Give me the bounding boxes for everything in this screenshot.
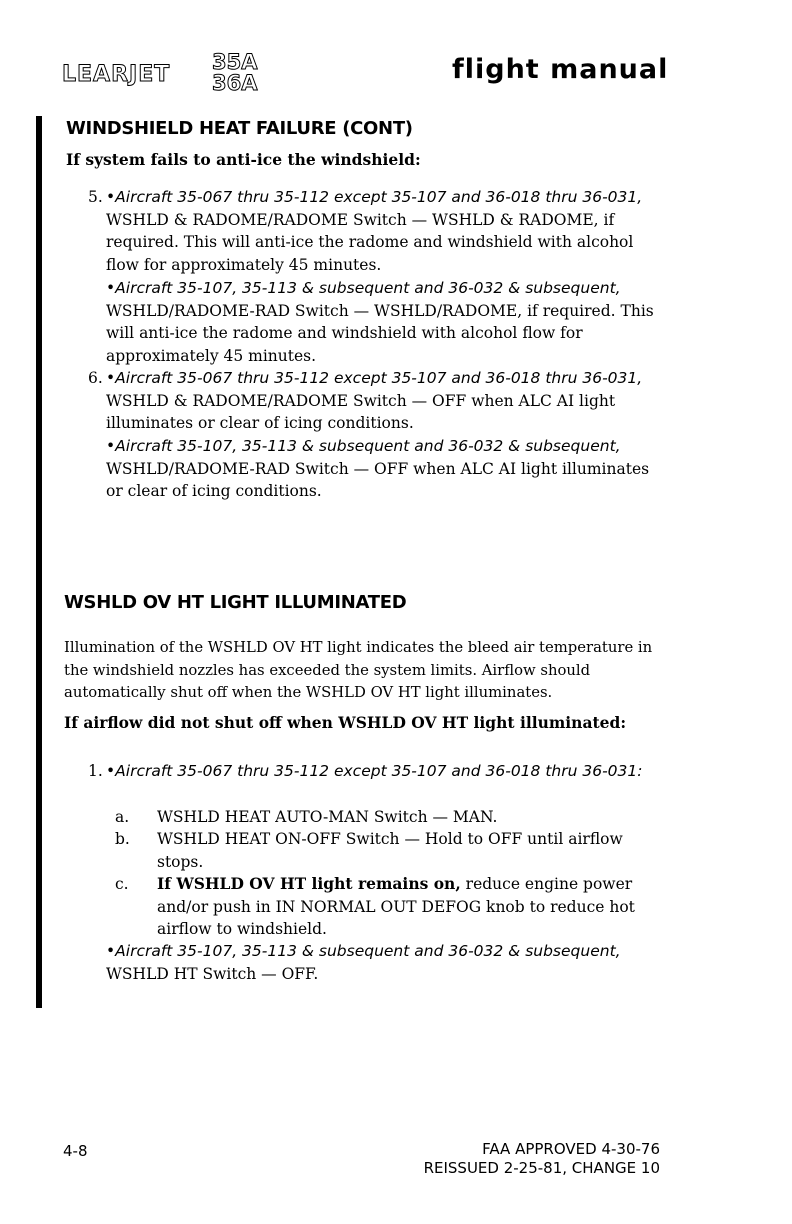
step-5a-applicability: Aircraft 35-067 thru 35-112 except 35-107 and 36-018 thru 36-031, [115,188,643,206]
substep-c-label: c. [115,875,129,893]
section2-condition: If airflow did not shut off when WSHLD OV HT light illuminated: [64,713,627,732]
step-5b-applicability: Aircraft 35-107, 35-113 & subsequent and 36-032 & subsequent, [115,279,621,297]
section-heading-wshld-ov-ht: WSHLD OV HT LIGHT ILLUMINATED [64,592,407,613]
approval-block [400,1140,660,1178]
step-5a [106,186,666,276]
manual-title: flight manual [452,54,669,85]
bullet: • [106,437,116,455]
reissue-info: REISSUED 2-25-81, CHANGE 10 [423,1159,660,1177]
bullet: • [106,369,116,387]
section2-intro: Illumination of the WSHLD OV HT light indicates the bleed air temperature in the windshield nozzles has exceeded the system limits. Airflow should automatically shut off when the WSHLD OV HT light illuminates. [64,639,653,702]
logo-model-top: 35A [212,50,258,74]
substep-a-text: WSHLD HEAT AUTO-MAN Switch — MAN. [157,808,498,826]
substep-a-label: a. [115,808,130,826]
step-5a-text: WSHLD & RADOME/RADOME Switch — WSHLD & RADOME, if required. This will anti-ice the radome and windshield with alcohol flow for approximately 45 minutes. [106,210,634,274]
step-1b-text: WSHLD HT Switch — OFF. [106,964,319,983]
logo-models [212,52,257,94]
logo-brand: LEARJET [62,62,171,87]
bullet: • [106,188,116,206]
step-5b-text: WSHLD/RADOME-RAD Switch — WSHLD/RADOME, if required. This will anti-ice the radome and windshield with alcohol flow for approximately 45 minutes. [106,301,654,365]
step-6a-applicability: Aircraft 35-067 thru 35-112 except 35-107 and 36-018 thru 36-031, [115,369,643,387]
step-1a-applicability: Aircraft 35-067 thru 35-112 except 35-107 and 36-018 thru 36-031: [115,762,643,780]
step-1a [106,760,666,783]
bullet: • [106,279,116,297]
section1-condition: If system fails to anti-ice the windshield: [66,150,421,169]
step-6b-applicability: Aircraft 35-107, 35-113 & subsequent and 36-032 & subsequent, [115,437,621,455]
step-5-number: 5. [88,188,103,206]
step-6-number: 6. [88,369,103,387]
step-1-number: 1. [88,762,103,780]
page-number: 4-8 [63,1142,88,1160]
step-1b-applicability: Aircraft 35-107, 35-113 & subsequent and 36-032 & subsequent, [115,942,621,960]
substep-c-condition: If WSHLD OV HT light remains on, [157,874,461,893]
substep-b-text: WSHLD HEAT ON-OFF Switch — Hold to OFF until airflow stops. [157,830,623,871]
bullet: • [106,762,116,780]
substep-b-label: b. [115,830,130,848]
change-bar [36,116,42,1008]
step-6a-text: WSHLD & RADOME/RADOME Switch — OFF when ALC AI light illuminates or clear of icing conditions. [106,391,616,433]
bullet: • [106,942,116,960]
step-6b-text: WSHLD/RADOME-RAD Switch — OFF when ALC AI light illuminates or clear of icing conditions. [106,459,650,501]
step-6a [106,367,666,435]
substep-c-text: reduce engine power and/or push in IN NORMAL OUT DEFOG knob to reduce hot airflow to windshield. [157,875,635,939]
section-heading-windshield-heat-failure: WINDSHIELD HEAT FAILURE (CONT) [66,118,413,139]
logo-model-bottom: 36A [212,71,258,95]
faa-approval: FAA APPROVED 4-30-76 [482,1140,660,1158]
